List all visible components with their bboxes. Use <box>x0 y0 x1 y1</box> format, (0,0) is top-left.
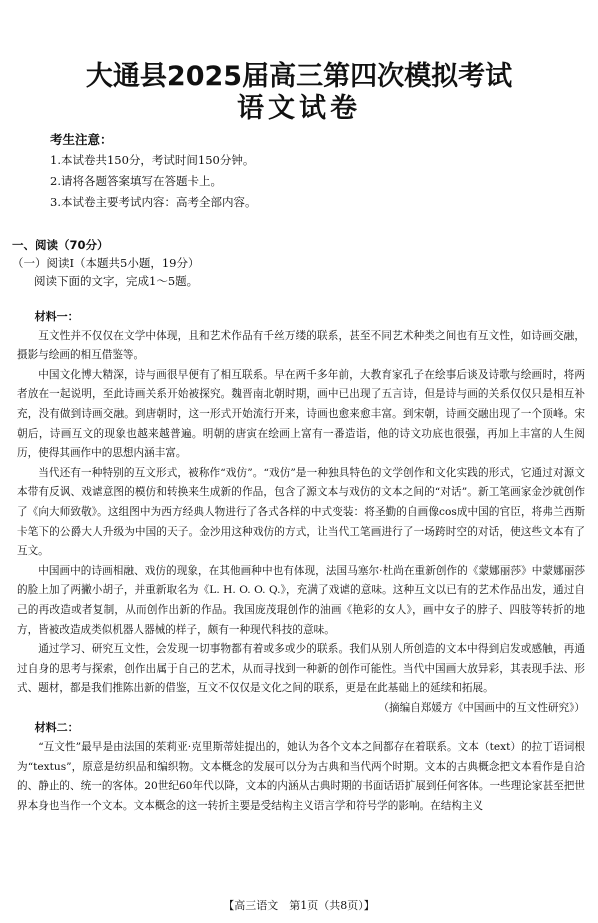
subsection-heading: （一）阅读Ⅰ（本题共5小题，19分） <box>12 256 200 270</box>
material-label: 材料一： <box>34 310 79 323</box>
notice-item: 2.请将各题答案填写在答题卡上。 <box>50 174 222 188</box>
paragraph: 通过学习、研究互文性，会发现一切事物都有着或多或少的联系。我们从别人所创造的文本中得到启发或感触，再通过自身的思考与探索，创作出属于自己的艺术，从而寻找到一种新的创作可能性。当代中国画大放异彩，其表现手法、形式、题材，都是我们推陈出新的借鉴，互文不仅仅是文化之间的联系，更是在此基础上的延续和拓展。 <box>17 643 585 695</box>
candidate-notice <box>50 130 550 213</box>
material-label: 材料二： <box>34 721 79 735</box>
reading-passage <box>17 307 585 816</box>
section-heading: 一、阅读（70分） <box>12 238 109 252</box>
exam-title: 大通县2025届高三第四次模拟考试 <box>85 61 513 92</box>
notice-heading: 考生注意： <box>50 132 113 147</box>
reading-instruction: 阅读下面的文字，完成1～5题。 <box>34 274 199 288</box>
source-citation: （摘编自郑媛方《中国画中的互文性研究》） <box>378 701 585 714</box>
notice-item: 3.本试卷主要考试内容：高考全部内容。 <box>50 195 257 209</box>
notice-item: 1.本试卷共150分，考试时间150分钟。 <box>50 153 255 167</box>
page-footer: 【高三语文 第1页（共8页）】 <box>223 899 375 912</box>
paragraph: 中国画中的诗画相融、戏仿的现象，在其他画种中也有体现，法国马塞尔·杜尚在重新创作的《蒙娜丽莎》中蒙娜丽莎的脸上加了两撇小胡子，并重新取名为《L. H. O. O. Q.》，充满了戏谑的意味。这种互文以已有的艺术作品出发，通过自己的再改造或者复制，从而创作出新的作品。我国庞茂琨创作的油画《艳彩的女人》，画中女子的脖子、四肢等转折的地方，皆被改造成类似机器人器械的样子，颇有一种现代科技的意味。 <box>17 564 585 636</box>
paragraph: 中国文化博大精深，诗与画很早便有了相互联系。早在两千多年前，大教育家孔子在绘事后谈及诗歌与绘画时，将两者放在一起说明，至此诗画关系开始被探究。魏晋南北朝时期，画中已出现了五言诗，但是诗与画的关系仅仅只是相互补充，没有做到诗画交融。到唐朝时，这一形式开始流行开来，诗画也愈来愈丰富。到宋朝，诗画交融出现了一个顶峰。宋朝后，诗画互文的现象也越来越普遍。明朝的唐寅在绘画上富有一番造诣，他的诗文功底也很强，再加上丰富的人生阅历，使得其画作中的思想内涵丰富。 <box>17 368 585 460</box>
paragraph: “互文性”最早是由法国的茱莉亚·克里斯蒂娃提出的，她认为各个文本之间都存在着联系。文本（text）的拉丁语词根为“textus”，原意是纺织品和编织物。文本概念的发展可以分为古典和当代两个时期。文本的古典概念把文本看作是自洽的、静止的、统一的客体。20世纪60年代以降，文本的内涵从古典时期的书面话语扩展到任何客体。一些理论家甚至把世界本身也当作一个文本。文本概念的这一转折主要是受结构主义语言学和符号学的影响。在结构主义 <box>17 741 585 812</box>
paragraph: 互文性并不仅仅在文学中体现，且和艺术作品有千丝万缕的联系，甚至不同艺术种类之间也有互文性，如诗画交融，摄影与绘画的相互借鉴等。 <box>17 329 585 362</box>
exam-subtitle: 语文试卷 <box>237 93 361 124</box>
paragraph: 当代还有一种特别的互文形式，被称作“戏仿”。“戏仿”是一种独具特色的文学创作和文化实践的形式，它通过对源文本带有反讽、戏谑意图的模仿和转换来生成新的作品，包含了源文本与戏仿的文本之间的“对话”。新工笔画家金沙就创作了《向大师致敬》。这组图中为西方经典人物进行了各式各样的中式变装：将圣勤的自画像cos成中国的官臣，将弗兰西斯卡笔下的公爵大人升级为中国的天子。金沙用这种戏仿的方式，让当代工笔画进行了一场跨时空的对话，使这些文本有了互文。 <box>17 466 585 558</box>
